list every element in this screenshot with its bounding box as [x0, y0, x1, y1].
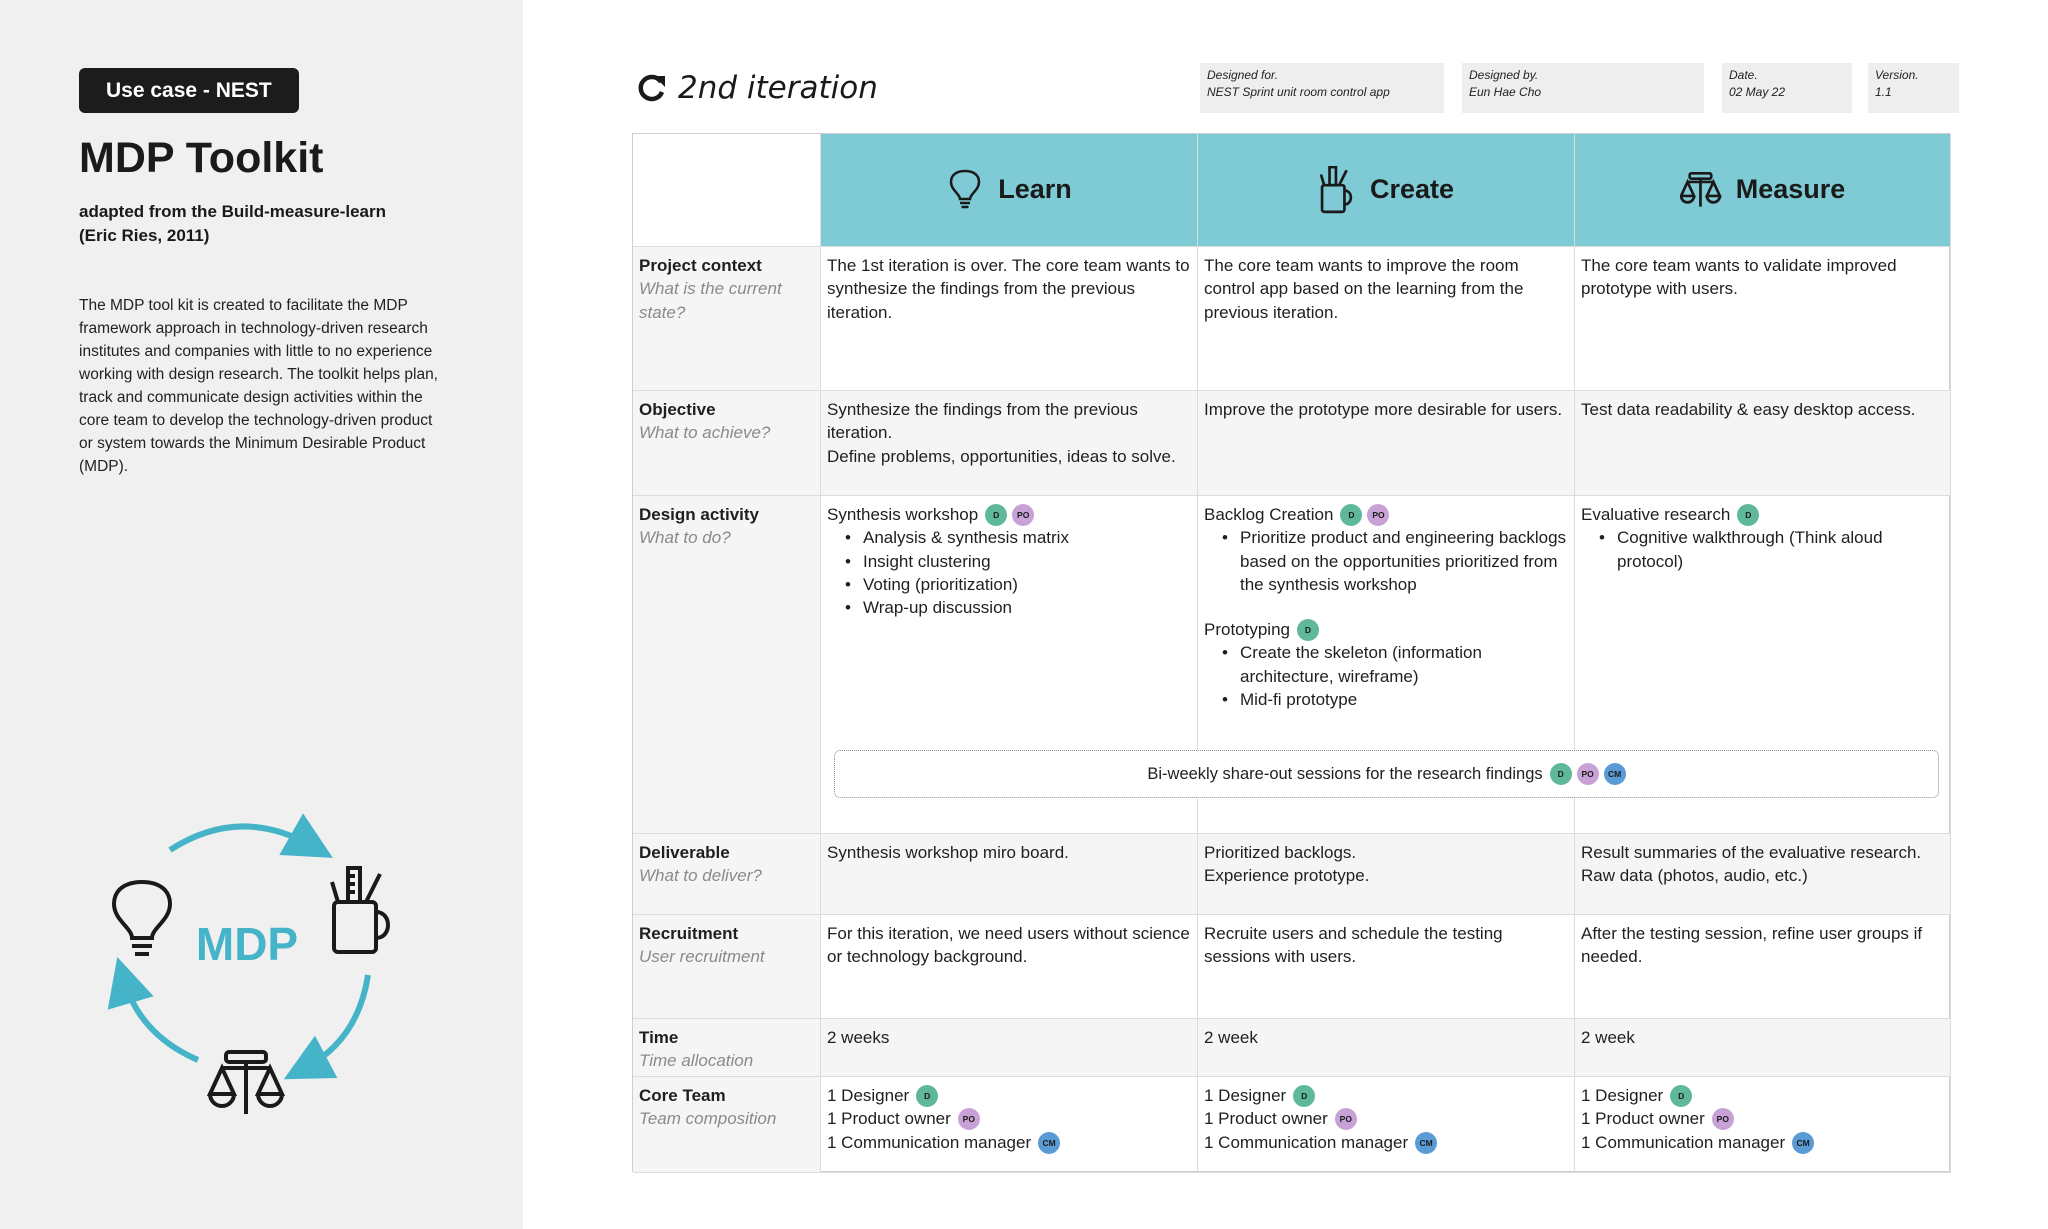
communication-manager-badge: CM: [1604, 763, 1626, 785]
activity-list: [827, 526, 1191, 619]
meta-value: NEST Sprint unit room control app: [1207, 85, 1390, 99]
team-member: 1 Designer: [1204, 1086, 1287, 1105]
left-panel: [0, 0, 523, 1229]
activity-title: [1204, 503, 1568, 526]
meta-version: [1868, 63, 1959, 113]
objective-learn: [821, 391, 1198, 496]
recruitment-learn: For this iteration, we need users without science or technology background.: [821, 915, 1198, 1019]
list-item: • Create the skeleton (information architecture, wireframe): [1240, 641, 1568, 688]
column-header-create: [1198, 134, 1575, 247]
column-title: Measure: [1735, 174, 1846, 205]
team-member: 1 Product owner: [1204, 1109, 1328, 1129]
iteration-heading: [636, 66, 878, 110]
meta-designed-for: [1200, 63, 1444, 113]
core-team-measure: [1575, 1077, 1951, 1173]
iteration-title: 2nd iteration: [678, 70, 878, 106]
product-owner-badge: PO: [1577, 763, 1599, 785]
communication-manager-badge: CM: [1792, 1132, 1814, 1154]
deliverable-measure: [1575, 834, 1951, 915]
deliverable-create: [1198, 834, 1575, 915]
mdp-cycle-diagram: [90, 810, 420, 1130]
activity-title: [1581, 503, 1944, 526]
team-member: 1 Product owner: [1581, 1109, 1705, 1129]
column-header-measure: [1575, 134, 1951, 247]
activity-title: [1204, 618, 1568, 641]
designer-badge: D: [1737, 504, 1759, 526]
objective-learn-line: Define problems, opportunities, ideas to solve.: [827, 446, 1176, 466]
toolkit-title: MDP Toolkit: [79, 134, 324, 182]
row-label-project-context: [633, 247, 821, 391]
row-label-objective: [633, 391, 821, 496]
row-label-time: [633, 1019, 821, 1077]
row-title: Core Team: [639, 1086, 726, 1105]
row-title: Time: [639, 1028, 679, 1047]
deliverable-line: Prioritized backlogs.: [1204, 843, 1357, 862]
row-question: Team composition: [639, 1109, 777, 1129]
project-context-create: The core team wants to improve the room control app based on the learning from the previous iteration.: [1198, 247, 1575, 391]
core-team-learn: [821, 1077, 1198, 1173]
list-item: • Wrap-up discussion: [863, 596, 1191, 619]
row-title: Project context: [639, 256, 762, 275]
deliverable-learn: Synthesis workshop miro board.: [821, 834, 1198, 915]
deliverable-line: Raw data (photos, audio, etc.): [1581, 866, 1808, 886]
row-question: What is the current state?: [639, 279, 782, 322]
activity-title-text: Synthesis workshop: [827, 505, 979, 524]
project-context-measure: The core team wants to validate improved prototype with users.: [1575, 247, 1951, 391]
meta-value: 02 May 22: [1729, 85, 1786, 99]
time-learn: 2 weeks: [821, 1019, 1198, 1077]
designer-badge: D: [1670, 1085, 1692, 1107]
mdp-table: [632, 133, 1950, 1172]
row-label-design-activity: [633, 496, 821, 834]
meta-date: [1722, 63, 1852, 113]
row-question: What to do?: [639, 528, 731, 548]
toolkit-subtitle: [79, 200, 479, 248]
project-context-learn: The 1st iteration is over. The core team wants to synthesize the findings from the previous iteration.: [821, 247, 1198, 391]
meta-label: Version.: [1875, 68, 1919, 82]
scale-icon: [1680, 170, 1722, 210]
row-title: Deliverable: [639, 843, 730, 862]
subtitle-line: (Eric Ries, 2011): [79, 226, 210, 245]
team-member: 1 Product owner: [827, 1109, 951, 1129]
column-title: Create: [1369, 174, 1455, 205]
refresh-icon: [636, 72, 668, 104]
row-question: Time allocation: [639, 1051, 754, 1071]
time-create: 2 week: [1198, 1019, 1575, 1077]
pen-cup-icon: [332, 868, 388, 952]
row-label-core-team: [633, 1077, 821, 1173]
activity-title: [827, 503, 1191, 526]
product-owner-badge: PO: [1012, 504, 1034, 526]
designer-badge: D: [1293, 1085, 1315, 1107]
designer-badge: D: [1550, 763, 1572, 785]
row-title: Objective: [639, 400, 716, 419]
cycle-arrow: [305, 975, 368, 1068]
cycle-arrow: [170, 826, 312, 850]
shareout-text: Bi-weekly share-out sessions for the research findings: [1147, 764, 1543, 783]
list-item: • Voting (prioritization): [863, 573, 1191, 596]
activity-title-text: Backlog Creation: [1204, 505, 1334, 524]
designer-badge: D: [1297, 619, 1319, 641]
meta-designed-by: [1462, 63, 1704, 113]
row-title: Recruitment: [639, 924, 739, 943]
objective-measure: Test data readability & easy desktop access.: [1575, 391, 1951, 496]
designer-badge: D: [916, 1085, 938, 1107]
list-item: • Mid-fi prototype: [1240, 688, 1568, 711]
meta-value: 1.1: [1875, 85, 1892, 99]
team-member: 1 Communication manager: [827, 1132, 1032, 1152]
scale-icon: [210, 1052, 282, 1114]
team-member: 1 Communication manager: [1581, 1132, 1786, 1152]
row-question: What to deliver?: [639, 866, 762, 886]
column-title: Learn: [998, 174, 1072, 205]
communication-manager-badge: CM: [1038, 1132, 1060, 1154]
use-case-badge: Use case - NEST: [79, 68, 299, 113]
objective-learn-line: Synthesize the findings from the previous iteration.: [827, 400, 1138, 443]
activity-list: [1204, 526, 1568, 596]
row-title: Design activity: [639, 505, 759, 524]
core-team-create: [1198, 1077, 1575, 1173]
table-corner: [633, 134, 821, 247]
subtitle-line: adapted from the Build-measure-learn: [79, 202, 387, 221]
row-label-recruitment: [633, 915, 821, 1019]
list-item: • Cognitive walkthrough (Think aloud protocol): [1617, 526, 1944, 573]
time-measure: 2 week: [1575, 1019, 1951, 1077]
meta-value: Eun Hae Cho: [1469, 85, 1542, 99]
deliverable-line: Experience prototype.: [1204, 866, 1370, 886]
meta-label: Designed by.: [1469, 68, 1539, 82]
product-owner-badge: PO: [958, 1108, 980, 1130]
activity-list: [1204, 641, 1568, 711]
list-item: • Analysis & synthesis matrix: [863, 526, 1191, 549]
column-header-learn: [821, 134, 1198, 247]
meta-label: Date.: [1729, 68, 1758, 82]
lightbulb-icon: [114, 882, 170, 954]
toolkit-description: The MDP tool kit is created to facilitate the MDP framework approach in technology-driven research institutes and companies with little to no experience working with design research. The toolkit helps plan, track and communicate design activities within the core team to develop the technology-driven product or system towards the Minimum Desirable Product (MDP).: [79, 297, 438, 475]
product-owner-badge: PO: [1712, 1108, 1734, 1130]
meta-label: Designed for.: [1207, 68, 1278, 82]
cycle-label: MDP: [195, 918, 299, 970]
pen-cup-icon: [1318, 166, 1356, 214]
row-question: What to achieve?: [639, 423, 771, 443]
row-question: User recruitment: [639, 947, 765, 967]
team-member: 1 Designer: [827, 1086, 910, 1105]
lightbulb-icon: [946, 167, 984, 213]
shareout-banner: [834, 750, 1939, 798]
cycle-arrow: [124, 980, 198, 1060]
deliverable-line: Result summaries of the evaluative research.: [1581, 843, 1922, 862]
objective-create: Improve the prototype more desirable for users.: [1198, 391, 1575, 496]
list-item: • Prioritize product and engineering backlogs based on the opportunities prioritized from the synthesis workshop: [1240, 526, 1568, 596]
designer-badge: D: [1340, 504, 1362, 526]
activity-list: [1581, 526, 1944, 573]
designer-badge: D: [985, 504, 1007, 526]
recruitment-measure: After the testing session, refine user groups if needed.: [1575, 915, 1951, 1019]
product-owner-badge: PO: [1335, 1108, 1357, 1130]
communication-manager-badge: CM: [1415, 1132, 1437, 1154]
row-label-deliverable: [633, 834, 821, 915]
product-owner-badge: PO: [1367, 504, 1389, 526]
activity-title-text: Prototyping: [1204, 620, 1290, 640]
list-item: • Insight clustering: [863, 550, 1191, 573]
team-member: 1 Designer: [1581, 1086, 1664, 1105]
activity-title-text: Evaluative research: [1581, 505, 1731, 524]
team-member: 1 Communication manager: [1204, 1132, 1409, 1152]
recruitment-create: Recruite users and schedule the testing sessions with users.: [1198, 915, 1575, 1019]
